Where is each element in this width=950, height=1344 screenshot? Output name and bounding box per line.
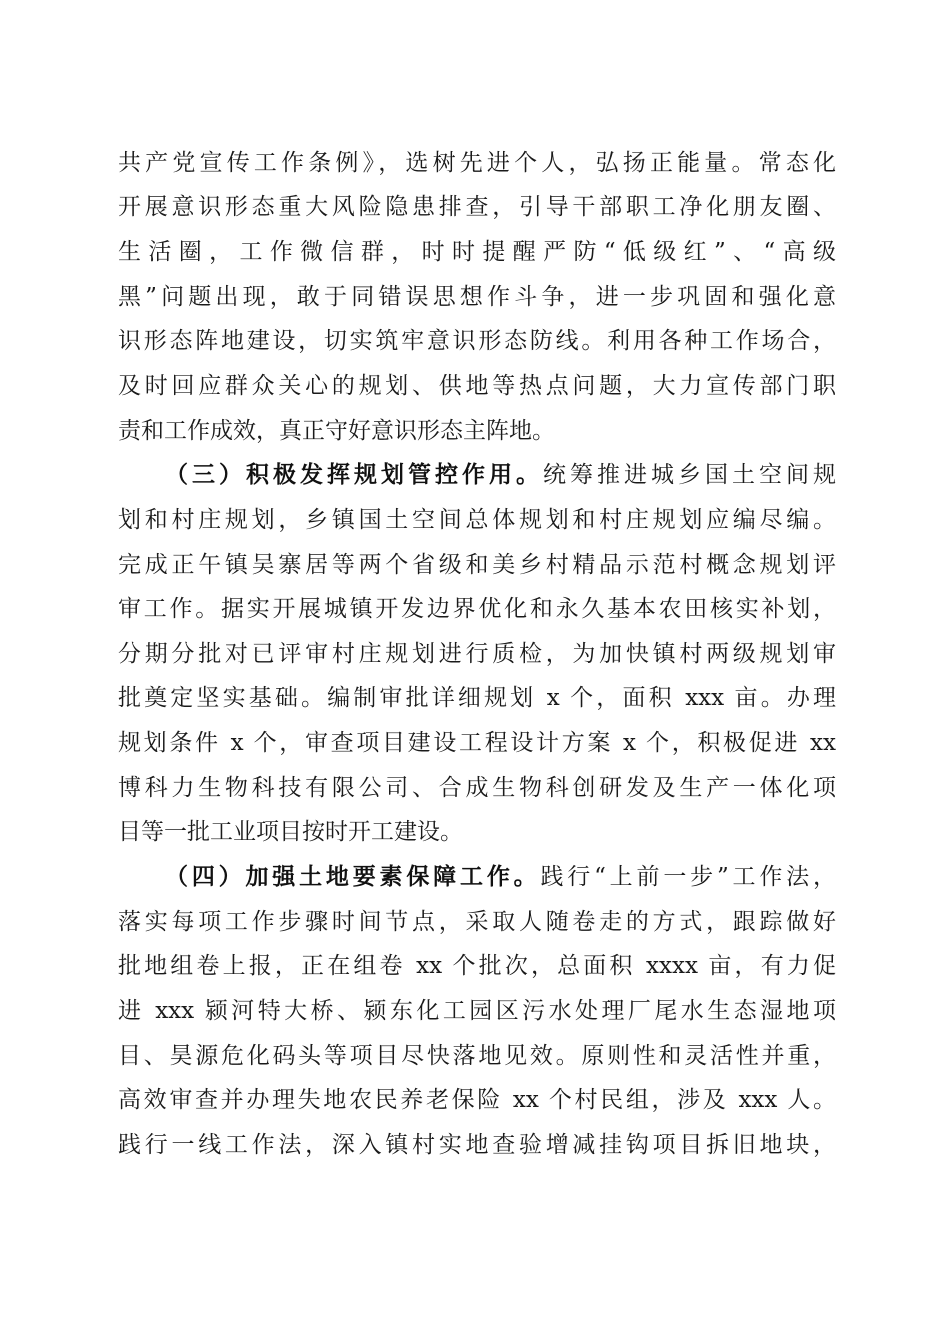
text-line: 完成正午镇吴寨居等两个省级和美乡村精品示范村概念规划评 (118, 552, 836, 578)
text-line: 责和工作成效，真正守好意识形态主阵地。 (118, 418, 555, 444)
text-line: 目等一批工业项目按时开工建设。 (118, 819, 463, 845)
text-line: 博科力生物科技有限公司、合成生物科创研发及生产一体化项 (118, 775, 836, 801)
text-line: 黑”问题出现，敢于同错误思想作斗争，进一步巩固和强化意 (118, 284, 836, 310)
text-line: 目、昊源危化码头等项目尽快落地见效。原则性和灵活性并重， (118, 1043, 836, 1069)
paragraph-first-line (165, 455, 836, 495)
text-line: 践行一线工作法，深入镇村实地查验增减挂钩项目拆旧地块， (118, 1132, 836, 1158)
text-line: 分期分批对已评审村庄规划进行质检，为加快镇村两级规划审 (118, 641, 836, 667)
text-line: 审工作。据实开展城镇开发边界优化和永久基本农田核实补划， (118, 596, 836, 622)
heading-followup-text: 践行“上前一步”工作法， (540, 864, 836, 890)
paragraph-first-line (165, 857, 836, 897)
text-line: 规划条件 x 个，审查项目建设工程设计方案 x 个，积极促进 xx (118, 730, 836, 756)
text-line: 识形态阵地建设，切实筑牢意识形态防线。利用各种工作场合， (118, 328, 836, 354)
text-line: 批奠定坚实基础。编制审批详细规划 x 个，面积 xxx 亩。办理 (118, 685, 836, 711)
section-heading: （四）加强土地要素保障工作。 (165, 863, 541, 890)
text-line: 进 xxx 颍河特大桥、颍东化工园区污水处理厂尾水生态湿地项 (118, 998, 836, 1024)
text-line: 批地组卷上报，正在组卷 xx 个批次，总面积 xxxx 亩，有力促 (118, 953, 836, 979)
text-line: 落实每项工作步骤时间节点，采取人随卷走的方式，跟踪做好 (118, 909, 836, 935)
text-line: 及时回应群众关心的规划、供地等热点问题，大力宣传部门职 (118, 373, 836, 399)
section-heading: （三）积极发挥规划管控作用。 (165, 461, 543, 488)
text-line: 开展意识形态重大风险隐患排查，引导干部职工净化朋友圈、 (118, 194, 836, 220)
text-line: 共产党宣传工作条例》，选树先进个人，弘扬正能量。常态化 (118, 150, 836, 176)
text-line: 生活圈，工作微信群，时时提醒严防“低级红”、“高级 (118, 239, 836, 265)
text-line: 划和村庄规划，乡镇国土空间总体规划和村庄规划应编尽编。 (118, 507, 836, 533)
text-line: 高效审查并办理失地农民养老保险 xx 个村民组，涉及 xxx 人。 (118, 1087, 836, 1113)
heading-followup-text: 统筹推进城乡国土空间规 (543, 462, 836, 488)
